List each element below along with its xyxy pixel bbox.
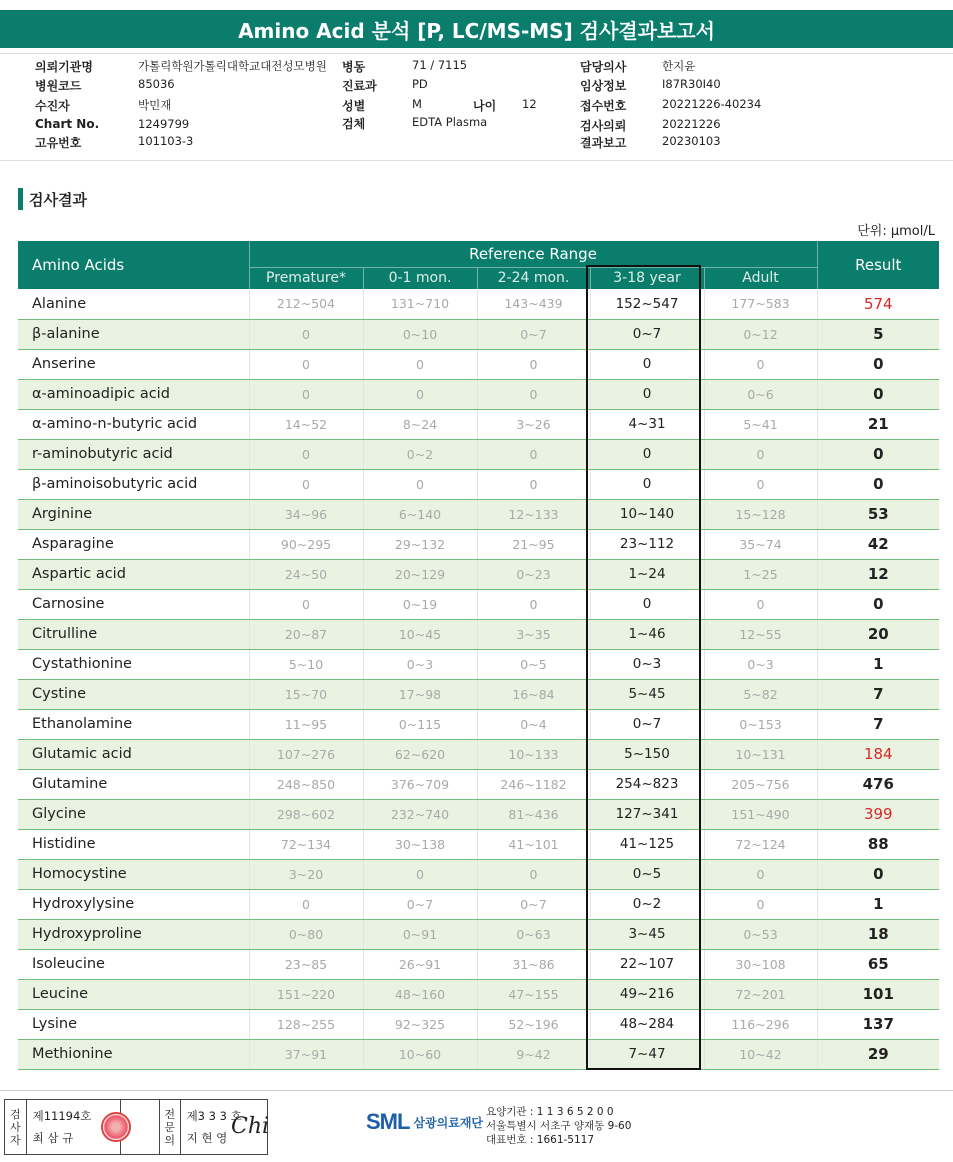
amino-acid-name: β-alanine (18, 319, 249, 349)
ref-y3-18: 1~46 (590, 619, 704, 649)
amino-acid-name: Hydroxyproline (18, 919, 249, 949)
ref-premature: 72~134 (249, 829, 363, 859)
table-row (18, 559, 939, 589)
ref-y3-18: 3~45 (590, 919, 704, 949)
table-row (18, 619, 939, 649)
ward-label: 병동 (342, 60, 366, 74)
section-heading (18, 188, 87, 210)
amino-acid-name: β-aminoisobutyric acid (18, 469, 249, 499)
header-3-18-year: 3-18 year (590, 267, 704, 289)
ref-m2-24: 0~63 (477, 919, 590, 949)
table-row (18, 829, 939, 859)
patient-value: 박민재 (138, 98, 172, 112)
request-date-value: 20221226 (662, 117, 721, 131)
ref-adult: 0~12 (704, 319, 817, 349)
chart-no-label: Chart No. (35, 117, 100, 131)
amino-acid-name: Anserine (18, 349, 249, 379)
ref-m0-1: 10~60 (363, 1039, 477, 1069)
table-row (18, 589, 939, 619)
ref-m0-1: 0~19 (363, 589, 477, 619)
ref-adult: 12~55 (704, 619, 817, 649)
ref-y3-18: 254~823 (590, 769, 704, 799)
ref-m0-1: 20~129 (363, 559, 477, 589)
ref-m2-24: 0 (477, 349, 590, 379)
ref-m2-24: 47~155 (477, 979, 590, 1009)
ref-m2-24: 246~1182 (477, 769, 590, 799)
doctor-label: 담당의사 (580, 60, 627, 74)
amino-acid-name: Carnosine (18, 589, 249, 619)
ref-premature: 11~95 (249, 709, 363, 739)
ref-y3-18: 152~547 (590, 289, 704, 319)
ref-m2-24: 0 (477, 469, 590, 499)
result-value: 574 (817, 289, 939, 319)
ref-adult: 1~25 (704, 559, 817, 589)
result-value: 88 (817, 829, 939, 859)
ref-adult: 0 (704, 439, 817, 469)
amino-acid-name: Methionine (18, 1039, 249, 1069)
ref-m2-24: 3~35 (477, 619, 590, 649)
ref-adult: 0 (704, 349, 817, 379)
ref-m2-24: 16~84 (477, 679, 590, 709)
amino-acid-name: Histidine (18, 829, 249, 859)
result-value: 0 (817, 349, 939, 379)
ref-adult: 0 (704, 889, 817, 919)
ref-adult: 10~131 (704, 739, 817, 769)
ref-premature: 14~52 (249, 409, 363, 439)
age-label: 나이 (473, 99, 497, 113)
ref-m0-1: 0 (363, 859, 477, 889)
result-value: 65 (817, 949, 939, 979)
result-value: 0 (817, 379, 939, 409)
ref-y3-18: 127~341 (590, 799, 704, 829)
amino-acid-name: Glutamine (18, 769, 249, 799)
table-row (18, 889, 939, 919)
table-row (18, 409, 939, 439)
ref-m2-24: 9~42 (477, 1039, 590, 1069)
ref-adult: 10~42 (704, 1039, 817, 1069)
clinical-label: 임상정보 (580, 79, 627, 93)
specialist-label: 전 문 의 (159, 1100, 181, 1154)
amino-acid-name: Isoleucine (18, 949, 249, 979)
table-row (18, 289, 939, 319)
footer (0, 1090, 953, 1162)
ref-y3-18: 0~7 (590, 319, 704, 349)
ward-value: 71 / 7115 (412, 58, 468, 72)
ref-y3-18: 22~107 (590, 949, 704, 979)
ref-adult: 0 (704, 589, 817, 619)
ref-premature: 20~87 (249, 619, 363, 649)
header-2-24-mon: 2-24 mon. (477, 267, 590, 289)
dept-label: 진료과 (342, 79, 377, 93)
result-value: 7 (817, 679, 939, 709)
specimen-value: EDTA Plasma (412, 115, 488, 129)
inspector-label: 검 사 자 (5, 1100, 27, 1154)
ref-premature: 0 (249, 379, 363, 409)
specimen-label: 검체 (342, 117, 366, 131)
ref-premature: 90~295 (249, 529, 363, 559)
ref-m2-24: 0 (477, 589, 590, 619)
ref-m0-1: 17~98 (363, 679, 477, 709)
result-value: 0 (817, 859, 939, 889)
ref-y3-18: 0~2 (590, 889, 704, 919)
ref-adult: 0~6 (704, 379, 817, 409)
amino-acid-table (18, 241, 939, 1070)
amino-acid-name: Glycine (18, 799, 249, 829)
ref-premature: 248~850 (249, 769, 363, 799)
amino-acid-name: Hydroxylysine (18, 889, 249, 919)
amino-acid-name: Lysine (18, 1009, 249, 1039)
amino-acid-name: Asparagine (18, 529, 249, 559)
result-value: 399 (817, 799, 939, 829)
ref-premature: 298~602 (249, 799, 363, 829)
result-value: 5 (817, 319, 939, 349)
doctor-value: 한지윤 (662, 59, 696, 73)
header-premature: Premature* (249, 267, 363, 289)
ref-adult: 72~124 (704, 829, 817, 859)
ref-adult: 0~3 (704, 649, 817, 679)
ref-m0-1: 0~3 (363, 649, 477, 679)
table-row (18, 319, 939, 349)
ref-m0-1: 0 (363, 469, 477, 499)
ref-adult: 151~490 (704, 799, 817, 829)
ref-premature: 5~10 (249, 649, 363, 679)
ref-m0-1: 0~115 (363, 709, 477, 739)
ref-adult: 205~756 (704, 769, 817, 799)
ref-m2-24: 0 (477, 859, 590, 889)
logo-org: 삼광의료재단 (413, 1115, 484, 1130)
address: 서울특별시 서초구 양재동 9-60 (486, 1120, 632, 1132)
ref-adult: 30~108 (704, 949, 817, 979)
ref-m2-24: 21~95 (477, 529, 590, 559)
result-value: 18 (817, 919, 939, 949)
ref-premature: 0 (249, 349, 363, 379)
result-value: 0 (817, 589, 939, 619)
amino-acid-name: Citrulline (18, 619, 249, 649)
ref-premature: 0~80 (249, 919, 363, 949)
hospital-code-value: 85036 (138, 77, 175, 91)
amino-acid-name: α-aminoadipic acid (18, 379, 249, 409)
ref-m0-1: 232~740 (363, 799, 477, 829)
header-amino-acids: Amino Acids (18, 241, 249, 289)
ref-m0-1: 0~2 (363, 439, 477, 469)
result-value: 137 (817, 1009, 939, 1039)
ref-adult: 0 (704, 469, 817, 499)
table-row (18, 859, 939, 889)
header-reference-range: Reference Range (249, 241, 817, 267)
report-date-value: 20230103 (662, 134, 721, 148)
table-body (18, 289, 939, 1069)
table-row (18, 649, 939, 679)
table-row (18, 1039, 939, 1069)
ref-y3-18: 23~112 (590, 529, 704, 559)
ref-premature: 0 (249, 589, 363, 619)
report-title: Amino Acid 분석 [P, LC/MS-MS] 검사결과보고서 (0, 10, 953, 48)
ref-m2-24: 0 (477, 439, 590, 469)
ref-adult: 0 (704, 859, 817, 889)
table-row (18, 709, 939, 739)
sex-label: 성별 (342, 99, 366, 113)
amino-acid-name: Arginine (18, 499, 249, 529)
ref-m0-1: 62~620 (363, 739, 477, 769)
ref-premature: 3~20 (249, 859, 363, 889)
logo-mark: SML (366, 1109, 410, 1134)
result-value: 184 (817, 739, 939, 769)
header-result: Result (817, 241, 939, 289)
ref-adult: 0~53 (704, 919, 817, 949)
ref-premature: 37~91 (249, 1039, 363, 1069)
ref-y3-18: 0 (590, 379, 704, 409)
ref-premature: 0 (249, 889, 363, 919)
requester-label: 의뢰기관명 (35, 60, 93, 74)
ref-m0-1: 26~91 (363, 949, 477, 979)
ref-premature: 151~220 (249, 979, 363, 1009)
ref-premature: 0 (249, 439, 363, 469)
ref-m2-24: 12~133 (477, 499, 590, 529)
ref-m2-24: 143~439 (477, 289, 590, 319)
ref-adult: 5~82 (704, 679, 817, 709)
ref-m0-1: 0~10 (363, 319, 477, 349)
ref-y3-18: 49~216 (590, 979, 704, 1009)
hospital-code-label: 병원코드 (35, 79, 82, 93)
ref-m0-1: 29~132 (363, 529, 477, 559)
phone: 대표번호 : 1661-5117 (486, 1134, 595, 1146)
table-row (18, 949, 939, 979)
result-value: 1 (817, 649, 939, 679)
clinical-value: I87R30I40 (662, 77, 721, 91)
inspector-number: 제11194호 (32, 1109, 92, 1123)
result-value: 20 (817, 619, 939, 649)
table-row (18, 1009, 939, 1039)
ref-m2-24: 52~196 (477, 1009, 590, 1039)
result-value: 12 (817, 559, 939, 589)
patient-label: 수진자 (35, 99, 70, 113)
table-row (18, 439, 939, 469)
result-value: 29 (817, 1039, 939, 1069)
table-row (18, 529, 939, 559)
amino-acid-name: r-aminobutyric acid (18, 439, 249, 469)
official-seal (101, 1112, 131, 1142)
ref-premature: 0 (249, 469, 363, 499)
ref-adult: 0~153 (704, 709, 817, 739)
ref-y3-18: 7~47 (590, 1039, 704, 1069)
ref-adult: 116~296 (704, 1009, 817, 1039)
sex-value: M (412, 97, 422, 111)
result-value: 7 (817, 709, 939, 739)
ref-y3-18: 0 (590, 589, 704, 619)
ref-premature: 212~504 (249, 289, 363, 319)
unit-label: 단위: μmol/L (857, 224, 935, 239)
result-value: 1 (817, 889, 939, 919)
result-value: 476 (817, 769, 939, 799)
chart-no-value: 1249799 (138, 117, 190, 131)
ref-y3-18: 0 (590, 349, 704, 379)
ref-adult: 5~41 (704, 409, 817, 439)
ref-adult: 15~128 (704, 499, 817, 529)
ref-y3-18: 0 (590, 439, 704, 469)
result-value: 53 (817, 499, 939, 529)
report-date-label: 결과보고 (580, 136, 627, 150)
ref-premature: 23~85 (249, 949, 363, 979)
result-value: 0 (817, 439, 939, 469)
amino-acid-name: Cystathionine (18, 649, 249, 679)
receipt-label: 접수번호 (580, 99, 627, 113)
ref-adult: 72~201 (704, 979, 817, 1009)
result-value: 0 (817, 469, 939, 499)
ref-m0-1: 0~91 (363, 919, 477, 949)
ref-premature: 15~70 (249, 679, 363, 709)
ref-premature: 34~96 (249, 499, 363, 529)
ref-m0-1: 10~45 (363, 619, 477, 649)
ref-y3-18: 0~7 (590, 709, 704, 739)
ref-y3-18: 0 (590, 469, 704, 499)
unique-no-label: 고유번호 (35, 136, 82, 150)
amino-acid-name: Homocystine (18, 859, 249, 889)
section-bar (18, 188, 23, 210)
ref-y3-18: 1~24 (590, 559, 704, 589)
requester-value: 가톨릭학원가톨릭대학교대전성모병원 (138, 59, 327, 73)
patient-info (0, 53, 953, 161)
ref-y3-18: 0~3 (590, 649, 704, 679)
ref-m0-1: 6~140 (363, 499, 477, 529)
care-code: 요양기관 : 1 1 3 6 5 2 0 0 (486, 1106, 614, 1118)
ref-y3-18: 0~5 (590, 859, 704, 889)
ref-m0-1: 131~710 (363, 289, 477, 319)
table-row (18, 919, 939, 949)
lab-address (486, 1105, 631, 1147)
table-row (18, 979, 939, 1009)
ref-m2-24: 10~133 (477, 739, 590, 769)
specialist-number: 제3 3 3 호 (186, 1109, 242, 1123)
ref-y3-18: 5~150 (590, 739, 704, 769)
ref-premature: 0 (249, 319, 363, 349)
ref-m2-24: 0~23 (477, 559, 590, 589)
amino-acid-name: Ethanolamine (18, 709, 249, 739)
ref-m0-1: 48~160 (363, 979, 477, 1009)
request-date-label: 검사의뢰 (580, 119, 627, 133)
ref-m0-1: 30~138 (363, 829, 477, 859)
header-adult: Adult (704, 267, 817, 289)
ref-m2-24: 0~7 (477, 319, 590, 349)
ref-m0-1: 92~325 (363, 1009, 477, 1039)
ref-m2-24: 0~4 (477, 709, 590, 739)
ref-premature: 128~255 (249, 1009, 363, 1039)
ref-m0-1: 0~7 (363, 889, 477, 919)
ref-m0-1: 376~709 (363, 769, 477, 799)
dept-value: PD (412, 77, 428, 91)
ref-m0-1: 0 (363, 379, 477, 409)
ref-y3-18: 10~140 (590, 499, 704, 529)
table-row (18, 679, 939, 709)
header-0-1-mon: 0-1 mon. (363, 267, 477, 289)
unique-no-value: 101103-3 (138, 134, 194, 148)
ref-y3-18: 4~31 (590, 409, 704, 439)
ref-m2-24: 41~101 (477, 829, 590, 859)
ref-m2-24: 3~26 (477, 409, 590, 439)
ref-m0-1: 0 (363, 349, 477, 379)
ref-y3-18: 41~125 (590, 829, 704, 859)
amino-acid-name: Alanine (18, 289, 249, 319)
ref-premature: 24~50 (249, 559, 363, 589)
ref-y3-18: 5~45 (590, 679, 704, 709)
ref-adult: 177~583 (704, 289, 817, 319)
receipt-value: 20221226-40234 (662, 97, 762, 111)
table-row (18, 739, 939, 769)
table-row (18, 469, 939, 499)
ref-premature: 107~276 (249, 739, 363, 769)
result-value: 101 (817, 979, 939, 1009)
table-row (18, 349, 939, 379)
handwritten-signature: Chi (231, 1114, 270, 1139)
table-row (18, 499, 939, 529)
ref-y3-18: 48~284 (590, 1009, 704, 1039)
specialist-name: 지 현 영 (186, 1131, 228, 1145)
ref-adult: 35~74 (704, 529, 817, 559)
amino-acid-name: Aspartic acid (18, 559, 249, 589)
section-title: 검사결과 (29, 190, 87, 209)
ref-m2-24: 81~436 (477, 799, 590, 829)
ref-m0-1: 8~24 (363, 409, 477, 439)
ref-m2-24: 31~86 (477, 949, 590, 979)
amino-acid-name: Cystine (18, 679, 249, 709)
table-row (18, 769, 939, 799)
sml-logo (366, 1109, 483, 1135)
signature-box (4, 1099, 268, 1155)
age-value: 12 (522, 97, 537, 111)
inspector-name: 최 삼 규 (32, 1131, 74, 1145)
ref-m2-24: 0 (477, 379, 590, 409)
amino-acid-name: α-amino-n-butyric acid (18, 409, 249, 439)
result-value: 21 (817, 409, 939, 439)
amino-acid-name: Glutamic acid (18, 739, 249, 769)
table-row (18, 799, 939, 829)
ref-m2-24: 0~7 (477, 889, 590, 919)
result-value: 42 (817, 529, 939, 559)
ref-m2-24: 0~5 (477, 649, 590, 679)
table-row (18, 379, 939, 409)
amino-acid-name: Leucine (18, 979, 249, 1009)
